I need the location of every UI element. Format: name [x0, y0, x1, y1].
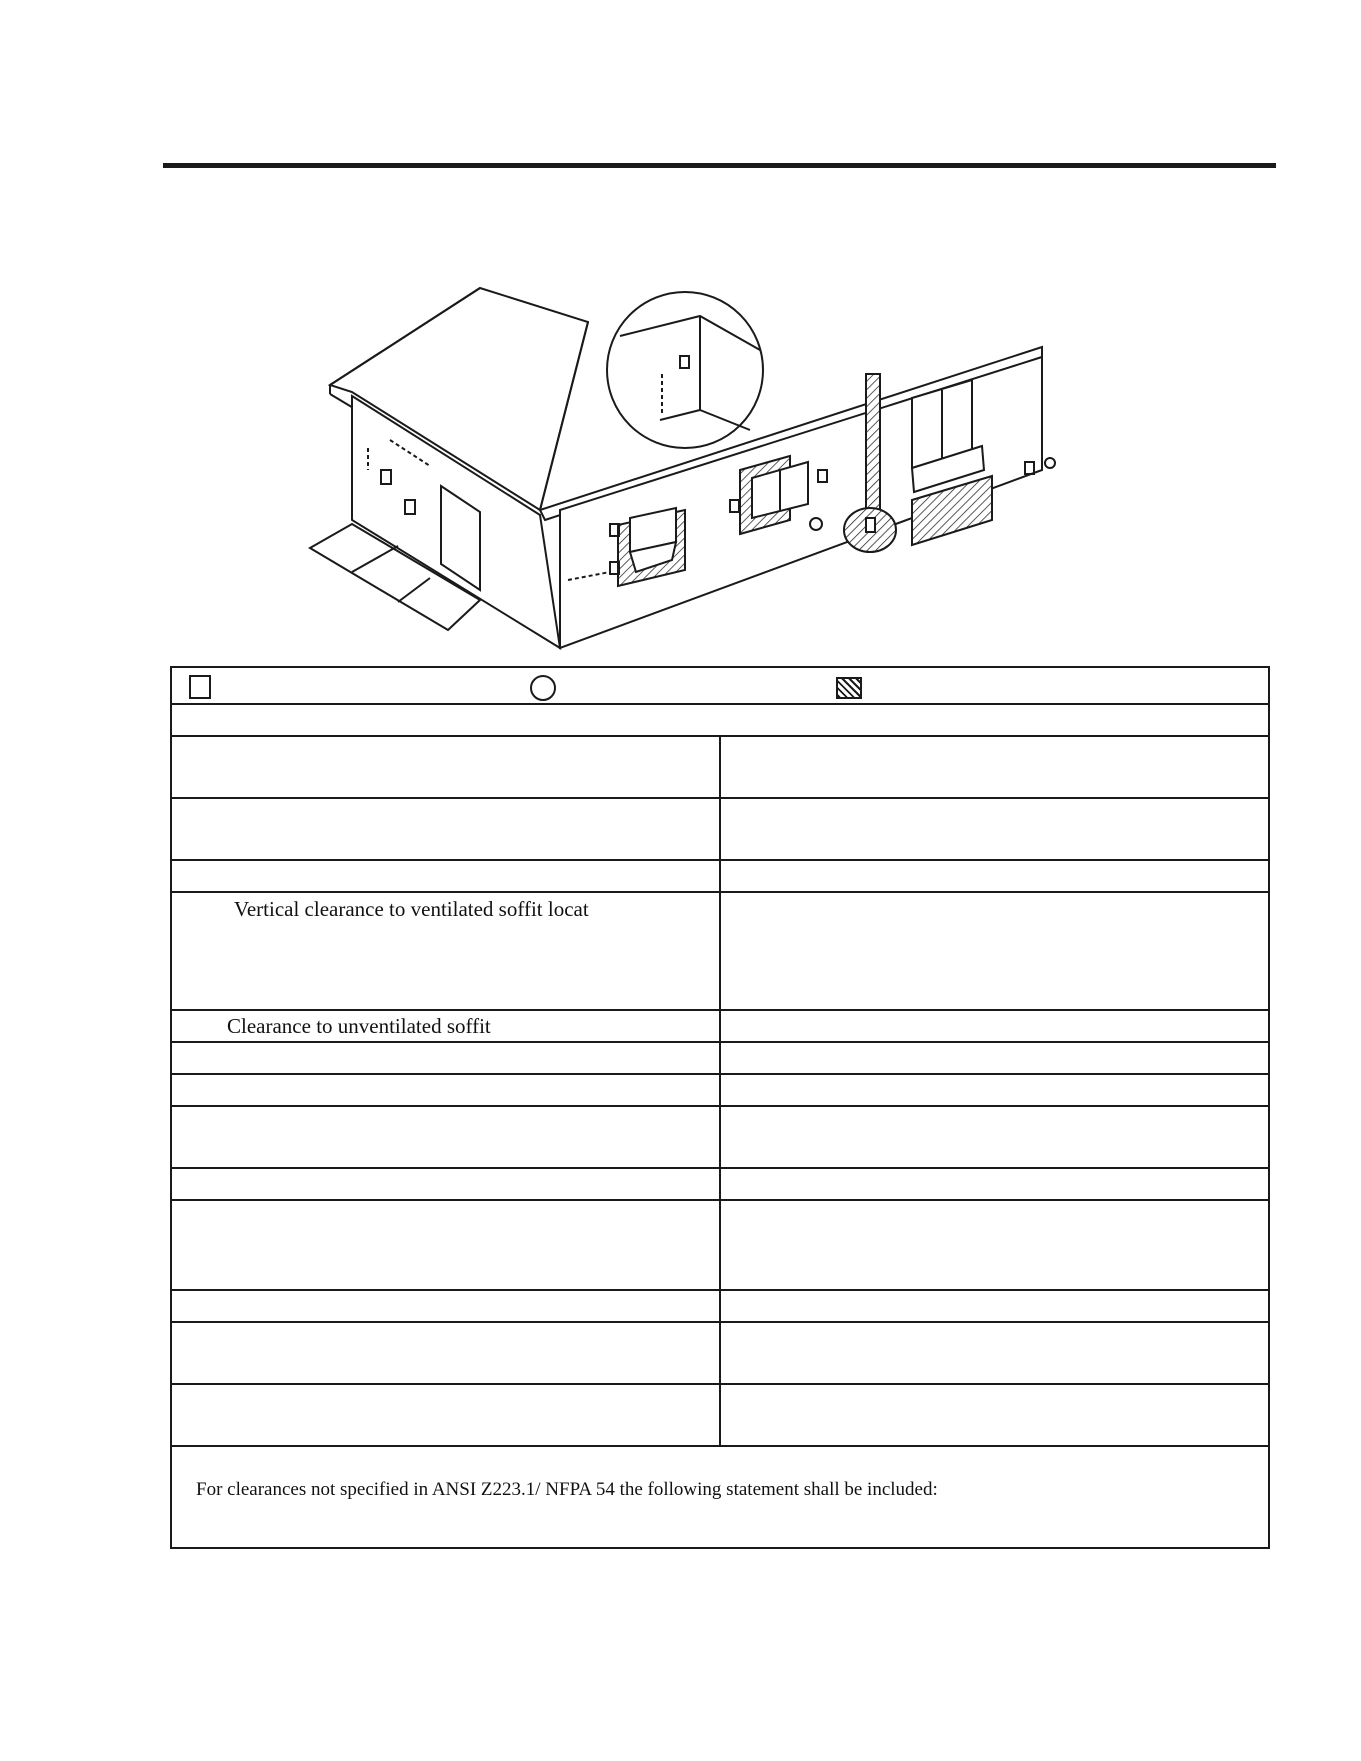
detail-circle [607, 292, 763, 448]
table-cell-right [720, 860, 1269, 892]
table-cell-left [171, 1200, 720, 1290]
vent-terminal-square-icon [189, 675, 211, 699]
table-cell-right [720, 1290, 1269, 1322]
table-row [171, 892, 1269, 1010]
table-row [171, 1168, 1269, 1200]
table-row [171, 1010, 1269, 1042]
unventilated-soffit-label: Clearance to unventilated soffit [227, 1014, 491, 1038]
table-row [171, 1200, 1269, 1290]
vent-clearance-table [170, 666, 1270, 1549]
table-cell-right [720, 1010, 1269, 1042]
table-cell-left [171, 1168, 720, 1200]
table-cell-left [171, 1384, 720, 1446]
table-cell-left [171, 860, 720, 892]
vent-stack [866, 374, 880, 522]
table-cell-right [720, 1384, 1269, 1446]
table-cell-left [171, 1042, 720, 1074]
table-cell-left [171, 1322, 720, 1384]
footer-statement: For clearances not specified in ANSI Z223.1/ NFPA 54 the following statement shall be included: [196, 1479, 938, 1500]
table-cell-left [171, 1290, 720, 1322]
table-cell-right [720, 736, 1269, 798]
table-cell-right [720, 1106, 1269, 1168]
table-cell-right [720, 798, 1269, 860]
table-subheader [171, 704, 1269, 736]
subheader-row [171, 704, 1269, 736]
table-cell-right [720, 1322, 1269, 1384]
table-cell-left [171, 1074, 720, 1106]
table-cell-left [171, 736, 720, 798]
hatched-area-icon [836, 677, 862, 699]
soffit-clearance-label: Vertical clearance to ventilated soffit locat [234, 897, 589, 921]
table-cell-right [720, 892, 1269, 1010]
table-row [171, 1106, 1269, 1168]
table-cell-right [720, 1200, 1269, 1290]
table-row [171, 1042, 1269, 1074]
table-row [171, 1322, 1269, 1384]
table-cell-left [171, 1106, 720, 1168]
legend-row [171, 667, 1269, 704]
table-cell-left [171, 798, 720, 860]
legend [172, 668, 1268, 703]
house-vent-clearance-diagram [0, 0, 1361, 660]
table-row [171, 860, 1269, 892]
table-row [171, 1074, 1269, 1106]
footer-row [171, 1446, 1269, 1548]
table-cell-right [720, 1168, 1269, 1200]
table-cell-right [720, 1042, 1269, 1074]
air-supply-inlet-circle-icon [530, 675, 556, 701]
table-row [171, 1290, 1269, 1322]
table-row [171, 798, 1269, 860]
table-cell-right [720, 1074, 1269, 1106]
table-row [171, 736, 1269, 798]
table-row [171, 1384, 1269, 1446]
